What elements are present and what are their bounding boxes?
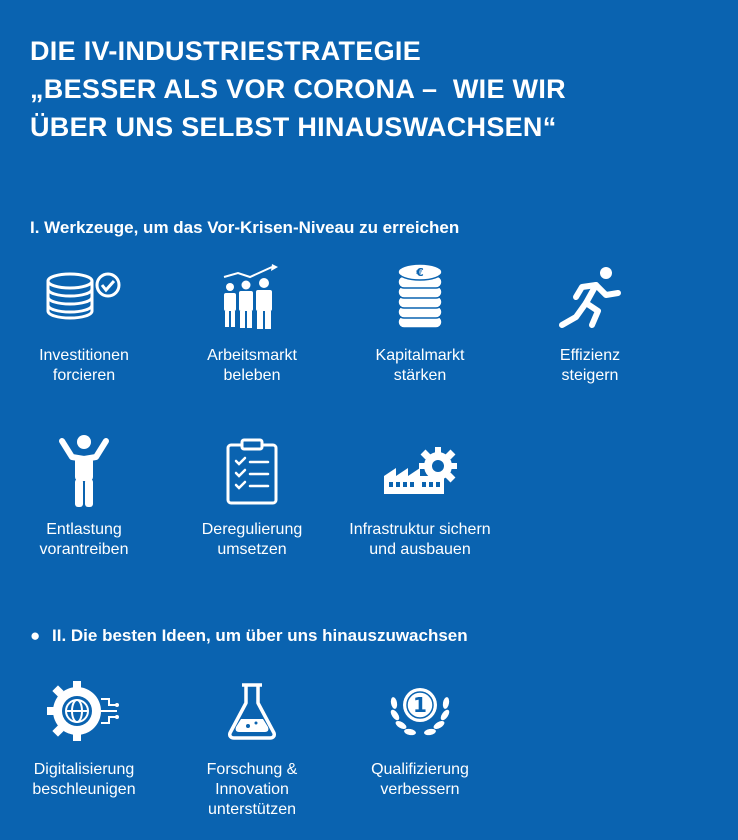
item-qualifizierung (330, 672, 510, 800)
svg-text:€: € (416, 266, 424, 279)
section-2-heading (30, 626, 468, 646)
item-label: Deregulierung umsetzen (201, 521, 303, 558)
title-line-3: ÜBER UNS SELBST HINAUSWACHSEN“ (30, 112, 557, 142)
item-forschung (162, 672, 342, 820)
clipboard-checklist-icon (162, 432, 342, 510)
item-digitalisierung (0, 672, 174, 800)
item-deregulierung (162, 432, 342, 560)
item-arbeitsmarkt (162, 258, 342, 386)
person-arms-up-icon (0, 432, 174, 510)
item-label: Kapitalmarkt stärken (375, 347, 465, 384)
item-label: Entlastung vorantreiben (39, 521, 129, 558)
section-2-heading-text: II. Die besten Ideen, um über uns hinauszuwachsen (52, 626, 468, 645)
laurel-medal-icon (330, 672, 510, 750)
item-label: Infrastruktur sichern und ausbauen (349, 521, 491, 558)
item-label: Qualifizierung verbessern (371, 761, 469, 798)
bullet-icon: ● (30, 626, 41, 645)
section-1-heading: I. Werkzeuge, um das Vor-Krisen-Niveau zu erreichen (30, 218, 460, 237)
item-label: Forschung & Innovation unterstützen (206, 761, 298, 818)
item-entlastung (0, 432, 174, 560)
workforce-growth-icon (162, 258, 342, 336)
factory-gear-icon (330, 432, 510, 510)
svg-text:1: 1 (413, 693, 427, 717)
digital-gear-globe-icon (0, 672, 174, 750)
item-infrastruktur (330, 432, 510, 560)
title-line-1: DIE IV-INDUSTRIESTRATEGIE (30, 36, 422, 66)
item-label: Digitalisierung beschleunigen (32, 761, 136, 798)
item-label: Investitionen forcieren (39, 347, 129, 384)
item-label: Effizienz steigern (559, 347, 621, 384)
page-title (30, 32, 566, 146)
lab-flask-icon (162, 672, 342, 750)
runner-icon (500, 258, 680, 336)
item-label: Arbeitsmarkt beleben (207, 347, 297, 384)
item-kapitalmarkt (330, 258, 510, 386)
euro-coin-stack-icon (330, 258, 510, 336)
item-effizienz (500, 258, 680, 386)
coins-check-icon (0, 258, 174, 336)
item-investitionen (0, 258, 174, 386)
title-line-2: „BESSER ALS VOR CORONA – WIE WIR (30, 74, 566, 104)
